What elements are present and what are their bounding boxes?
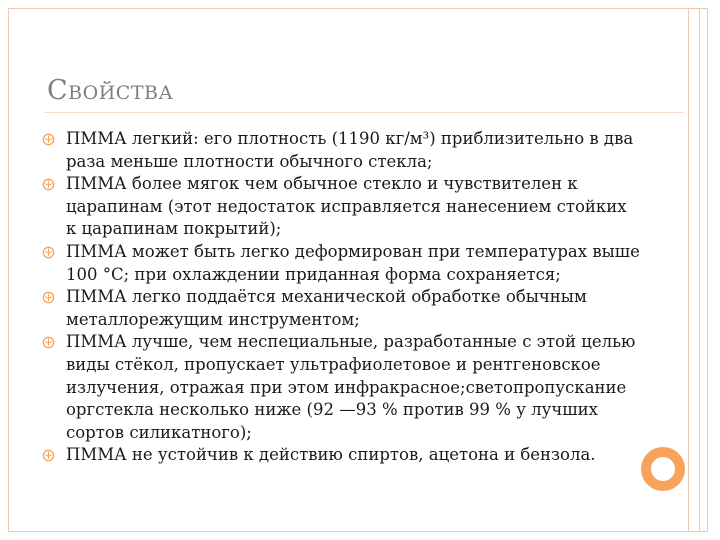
slide-title: СВОЙСТВА — [47, 75, 174, 106]
bullet-ornament-icon — [42, 336, 55, 349]
list-item — [42, 444, 642, 467]
bullet-text: ПММА более мягок чем обычное стекло и чувствителен к царапинам (этот недостаток исправляется нанесением стойких к царапинам покрытий); — [66, 174, 627, 239]
bullet-ornament-icon — [42, 449, 55, 462]
bullet-text: ПММА может быть легко деформирован при температурах выше 100 °C; при охлаждении приданная форма сохраняется; — [66, 241, 640, 284]
bullet-text: ПММА не устойчив к действию спиртов, ацетона и бензола. — [66, 445, 596, 465]
bullet-list — [42, 128, 642, 467]
list-item — [42, 286, 642, 331]
bullet-ornament-icon — [42, 246, 55, 259]
list-item — [42, 128, 642, 173]
bullet-ornament-icon — [42, 291, 55, 304]
slide-frame-side-band — [688, 8, 700, 532]
bullet-ornament-icon — [42, 178, 55, 191]
bullet-ornament-icon — [42, 133, 55, 146]
list-item — [42, 173, 642, 241]
bullet-text: ПММА лучше, чем неспециальные, разработанные с этой целью виды стёкол, пропускает ультрафиолетовое и рентгеновское излучения, отражая при этом инфракрасное;светопропускание оргстекла несколько ниже (92 —93 % против 99 % у лучших сортов силикатного); — [66, 332, 636, 442]
list-item — [42, 241, 642, 286]
title-divider — [44, 112, 684, 113]
decorative-circle-center — [651, 457, 675, 481]
bullet-text: ПММА легко поддаётся механической обработке обычным металлорежущим инструментом; — [66, 287, 587, 329]
bullet-text: ПММА легкий: его плотность (1190 кг/м³) приблизительно в два раза меньше плотности обычного стекла; — [66, 129, 634, 171]
list-item — [42, 331, 642, 444]
